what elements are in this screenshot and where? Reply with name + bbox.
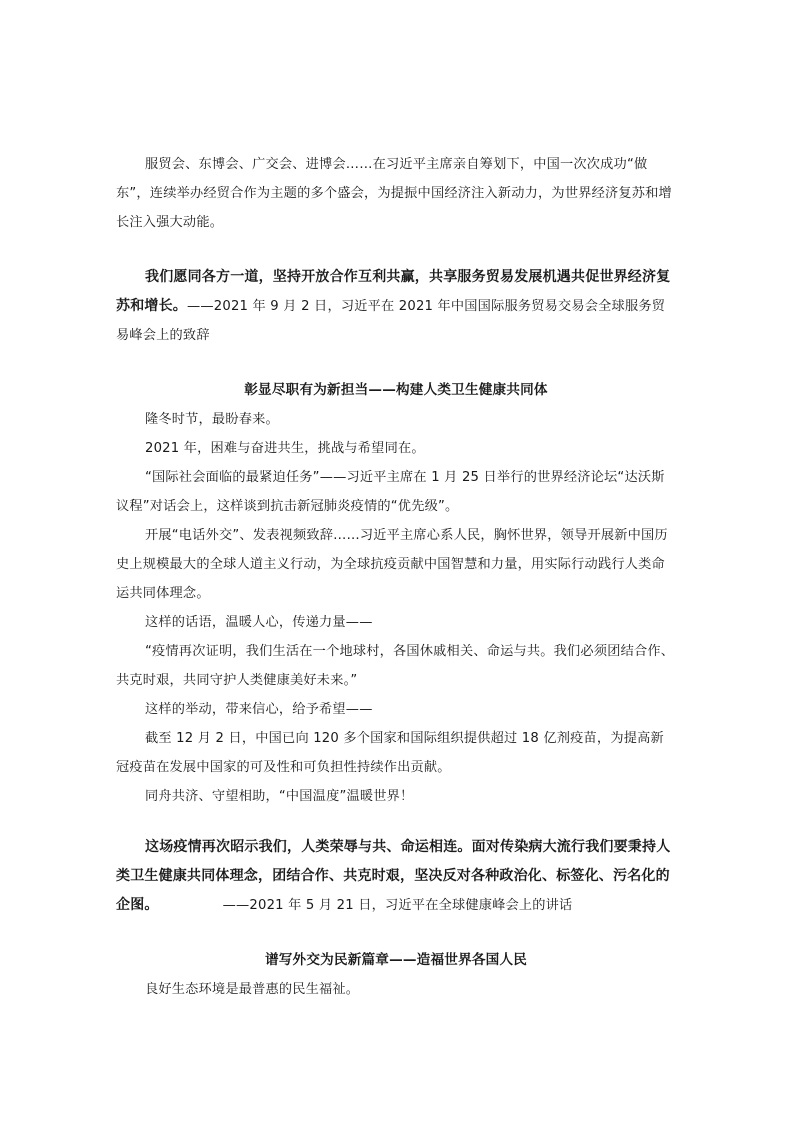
paragraph-expo-diplomacy: 服贸会、东博会、广交会、进博会……在习近平主席亲自筹划下，中国一次次成功“做东”，连续举办经贸合作为主题的多个盛会，为提振中国经济注入新动力，为世界经济复苏和增长注入强大动能。 [116, 157, 672, 230]
quote-bold-text: 我们愿同各方一道，坚持开放合作互利共赢，共享服务贸易发展机遇共促世界经济复苏和增长。 [116, 269, 671, 314]
paragraph-s2-7: 截至 12 月 2 日，中国已向 120 多个国家和国际组织提供超过 18 亿剂疫苗，为提高新冠疫苗在发展中国家的可及性和可负担性持续作出贡献。 [116, 731, 664, 775]
paragraph-s2-8: 同舟共济、守望相助，“中国温度”温暖世界！ [145, 789, 414, 804]
spacer [116, 350, 676, 376]
paragraph-s2-6: 这样的举动，带来信心，给予希望—— [145, 702, 373, 717]
quote-block-trade-summit [116, 263, 676, 350]
paragraph-s2-1: 2021 年，困难与奋进共生，挑战与希望同在。 [145, 441, 425, 456]
spacer [116, 920, 676, 946]
paragraph-s2-4: 这样的话语，温暖人心，传递力量—— [145, 615, 373, 630]
paragraph-s2-3: 开展“电话外交”、发表视频致辞……习近平主席心系人民，胸怀世界，领导开展新中国历史上规模最大的全球人道主义行动，为全球抗疫贡献中国智慧和力量，用实际行动践行人类命运共同体理念。 [116, 528, 668, 601]
quote-source: ——2021 年 5 月 21 日，习近平在全球健康峰会上的讲话 [222, 898, 573, 913]
quote-source: ——2021 年 9 月 2 日，习近平在 2021 年中国国际服务贸易交易会全球服务贸易峰会上的致辞 [116, 299, 666, 343]
section-heading-health-community: 彰显尽职有为新担当——构建人类卫生健康共同体 [244, 382, 548, 398]
document-page [116, 150, 676, 1004]
section-heading-diplomacy-for-people: 谱写外交为民新篇章——造福世界各国人民 [264, 952, 528, 968]
spacer [116, 811, 676, 833]
paragraph-s2-0: 隆冬时节，最盼春来。 [145, 412, 279, 427]
paragraph-s2-5: “疫情再次证明，我们生活在一个地球村，各国休戚相关、命运与共。我们必须团结合作、共克时艰，共同守护人类健康美好未来。” [116, 644, 675, 688]
quote-block-health-summit [116, 833, 676, 920]
paragraph-ecology: 良好生态环境是最普惠的民生福祉。 [145, 982, 360, 997]
quote-bold-text: 这场疫情再次昭示我们，人类荣辱与共、命运相连。面对传染病大流行我们要秉持人类卫生健康共同体理念，团结合作、共克时艰，坚决反对各种政治化、标签化、污名化的企图。 [116, 839, 671, 913]
spacer [116, 237, 676, 263]
paragraph-s2-2: “国际社会面临的最紧迫任务”——习近平主席在 1 月 25 日举行的世界经济论坛“达沃斯议程”对话会上，这样谈到抗击新冠肺炎疫情的“优先级”。 [116, 470, 665, 514]
